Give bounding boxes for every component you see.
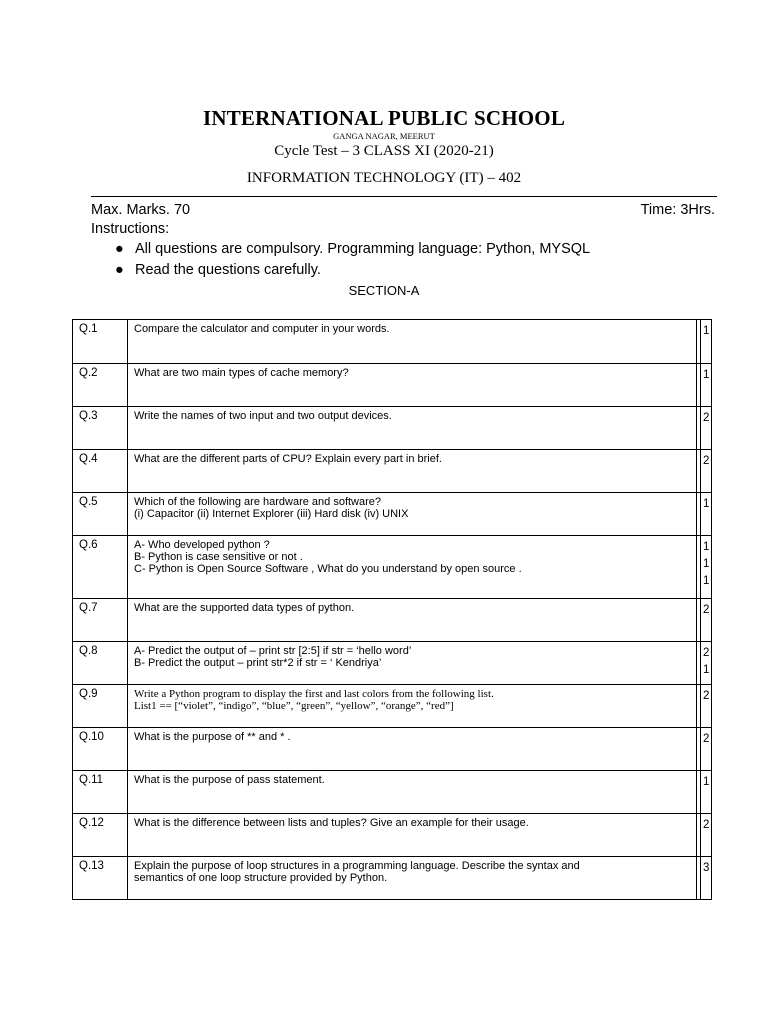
question-text: Explain the purpose of loop structures in a programming language. Describe the syntax and semantics of one loop structure provided by Python. (128, 857, 697, 900)
question-row (73, 320, 712, 364)
question-row (73, 493, 712, 536)
question-marks: 3 (701, 857, 712, 900)
question-row (73, 642, 712, 685)
question-text: What is the difference between lists and tuples? Give an example for their usage. (128, 814, 697, 857)
question-number: Q.8 (73, 642, 128, 685)
question-number: Q.13 (73, 857, 128, 900)
question-text: What is the purpose of ** and * . (128, 728, 697, 771)
question-row (73, 814, 712, 857)
question-text: Compare the calculator and computer in your words. (128, 320, 697, 364)
instruction-text: All questions are compulsory. Programming language: Python, MYSQL (135, 241, 591, 257)
question-number: Q.3 (73, 407, 128, 450)
school-address: GANGA NAGAR, MEERUT (333, 131, 435, 141)
question-number: Q.9 (73, 685, 128, 728)
test-title: Cycle Test – 3 CLASS XI (2020-21) (274, 143, 494, 159)
max-marks: Max. Marks. 70 (91, 202, 191, 218)
bullet-icon: ● (115, 241, 124, 257)
question-number: Q.2 (73, 364, 128, 407)
question-text: Which of the following are hardware and software? (i) Capacitor (ii) Internet Explorer (iii) Hard disk (iv) UNIX (128, 493, 697, 536)
question-number: Q.12 (73, 814, 128, 857)
section-heading: SECTION-A (348, 283, 420, 298)
question-row (73, 599, 712, 642)
question-row (73, 450, 712, 493)
question-marks: 2 (701, 728, 712, 771)
question-number: Q.7 (73, 599, 128, 642)
question-marks: 1 (701, 364, 712, 407)
instruction-item (115, 262, 321, 278)
question-marks: 1 (701, 493, 712, 536)
question-row (73, 536, 712, 599)
question-marks: 2 (701, 599, 712, 642)
question-text: What are the different parts of CPU? Explain every part in brief. (128, 450, 697, 493)
instructions-label: Instructions: (91, 221, 170, 237)
question-text: What are the supported data types of python. (128, 599, 697, 642)
question-row (73, 685, 712, 728)
question-row (73, 857, 712, 900)
question-number: Q.6 (73, 536, 128, 599)
question-text: A- Who developed python ? B- Python is case sensitive or not . C- Python is Open Source Software , What do you understand by open source . (128, 536, 697, 599)
instruction-text: Read the questions carefully. (135, 262, 321, 278)
question-marks: 2 (701, 407, 712, 450)
header-divider (91, 196, 717, 197)
question-marks: 2 (701, 814, 712, 857)
bullet-icon: ● (115, 262, 124, 278)
school-name: INTERNATIONAL PUBLIC SCHOOL (202, 106, 566, 130)
question-number: Q.5 (73, 493, 128, 536)
subject-title: INFORMATION TECHNOLOGY (IT) – 402 (246, 170, 522, 186)
question-text: A- Predict the output of – print str [2:5] if str = ‘hello word’ B- Predict the output – print str*2 if str = ‘ Kendriya’ (128, 642, 697, 685)
question-marks: 1 1 1 (701, 536, 712, 599)
question-marks: 1 (701, 771, 712, 814)
question-marks: 2 1 (701, 642, 712, 685)
question-number: Q.11 (73, 771, 128, 814)
question-table (72, 319, 712, 900)
question-number: Q.1 (73, 320, 128, 364)
question-marks: 1 (701, 320, 712, 364)
question-row (73, 407, 712, 450)
question-row (73, 728, 712, 771)
question-number: Q.10 (73, 728, 128, 771)
question-marks: 2 (701, 685, 712, 728)
question-marks: 2 (701, 450, 712, 493)
question-text: What is the purpose of pass statement. (128, 771, 697, 814)
question-row (73, 771, 712, 814)
question-text: What are two main types of cache memory? (128, 364, 697, 407)
instruction-item (115, 241, 590, 257)
question-text: Write a Python program to display the first and last colors from the following list. List1 == [“violet”, “indigo”, “blue”, “green”, “yellow”, “orange”, “red”] (128, 685, 697, 728)
question-text: Write the names of two input and two output devices. (128, 407, 697, 450)
question-number: Q.4 (73, 450, 128, 493)
question-row (73, 364, 712, 407)
exam-time: Time: 3Hrs. (640, 202, 715, 218)
